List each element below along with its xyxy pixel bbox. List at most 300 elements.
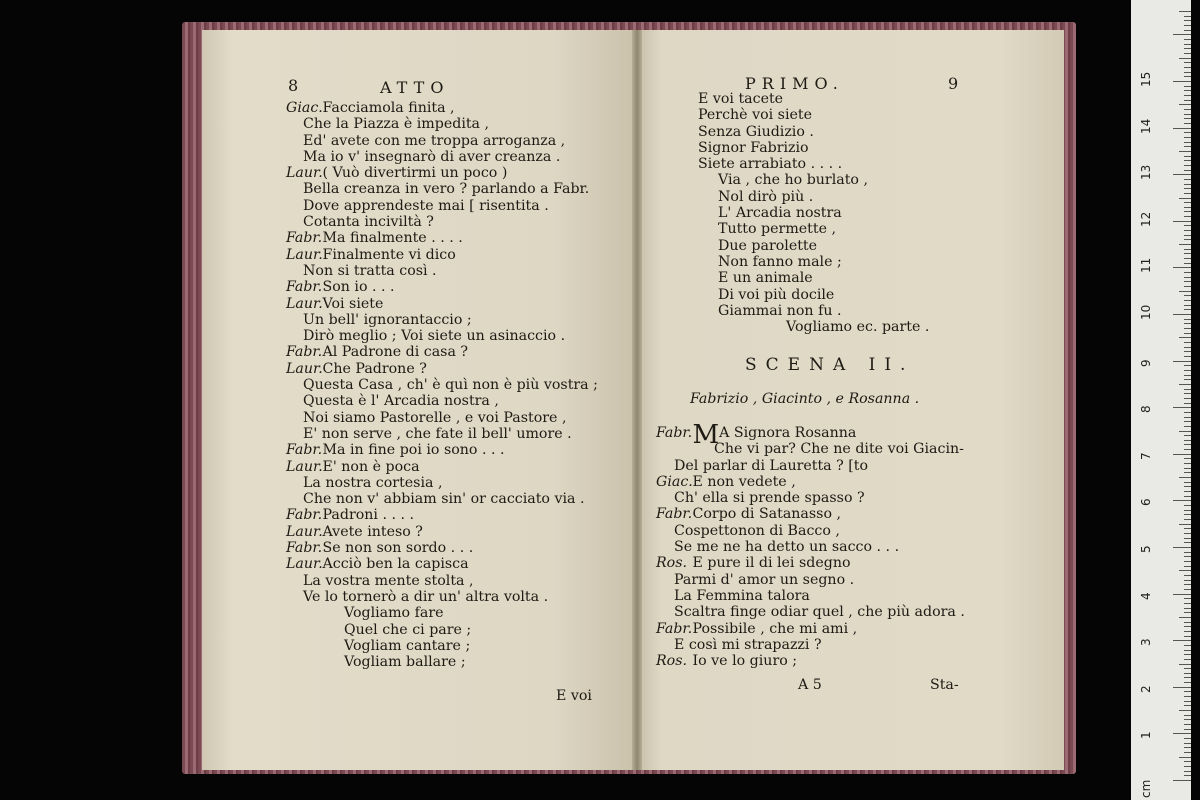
ruler-tick (1184, 496, 1191, 497)
line-text: Al Padrone di casa ? (322, 344, 469, 361)
ruler-tick (1184, 281, 1191, 282)
text-line (698, 287, 929, 303)
ruler-tick (1184, 398, 1191, 399)
ruler-tick (1184, 184, 1191, 185)
ruler-tick (1184, 67, 1191, 68)
ruler-tick (1184, 239, 1191, 240)
ruler-tick (1179, 198, 1191, 199)
ruler-tick (1184, 347, 1191, 348)
speaker-label: Fabr. (286, 279, 323, 296)
drop-capital: M (692, 420, 720, 450)
ruler-tick (1184, 519, 1191, 520)
line-text: E voi tacete (698, 91, 784, 107)
text-line (698, 270, 929, 286)
ruler-tick (1184, 472, 1191, 473)
speaker-label: Fabr. (656, 506, 693, 523)
line-text: E non vedete , (692, 473, 796, 490)
ruler-tick (1184, 90, 1191, 91)
text-line (286, 344, 598, 360)
line-text: Che la Piazza è impedita , (303, 116, 490, 133)
ruler-tick (1184, 440, 1191, 441)
speaker-label: Laur. (286, 523, 323, 540)
ruler-tick (1184, 393, 1191, 394)
right-page-number: 9 (948, 74, 959, 93)
ruler-tick (1184, 295, 1191, 296)
ruler-tick (1184, 16, 1191, 17)
ruler-tick (1184, 323, 1191, 324)
ruler-tick (1184, 654, 1191, 655)
line-text: Nol dirò più . (718, 188, 814, 205)
line-text: Un bell' ignorantaccio ; (303, 311, 472, 328)
speaker-label: Fabr. (286, 507, 323, 524)
ruler-tick (1184, 137, 1191, 138)
ruler-label: 6 (1139, 498, 1153, 507)
line-text: Che vi par? Che ne dite voi Giacin- (714, 441, 964, 458)
text-line (286, 605, 598, 621)
ruler-tick (1173, 547, 1191, 548)
left-running-header: ATTO (380, 78, 450, 97)
ruler-tick (1184, 631, 1191, 632)
line-text: Scaltra finge odiar quel , che più adora . (674, 604, 965, 621)
text-line (286, 491, 598, 507)
ruler-tick (1184, 528, 1191, 529)
ruler-tick (1184, 612, 1191, 613)
ruler-tick (1184, 705, 1191, 706)
ruler-tick (1184, 650, 1191, 651)
text-line (286, 556, 598, 572)
ruler-tick (1184, 193, 1191, 194)
ruler-tick (1184, 743, 1191, 744)
ruler-tick (1184, 514, 1191, 515)
text-line (286, 622, 598, 638)
text-line (286, 263, 598, 279)
ruler-label: 7 (1139, 452, 1153, 460)
text-line (286, 459, 598, 475)
ruler-tick (1184, 170, 1191, 171)
speaker-label: Giac. (286, 100, 323, 116)
ruler-tick (1179, 11, 1191, 12)
line-text: Son io . . . (322, 279, 395, 296)
line-text: Del parlar di Lauretta ? [to (674, 457, 869, 474)
ruler-tick (1179, 477, 1191, 478)
ruler-tick (1184, 272, 1191, 273)
line-text: Vogliamo fare (344, 605, 444, 622)
text-line (286, 133, 598, 149)
text-line (656, 637, 965, 653)
speaker-label: Laur. (286, 458, 323, 475)
text-line (286, 410, 598, 426)
speaker-label: Ros. (656, 555, 688, 572)
left-page-number: 8 (288, 76, 299, 95)
line-text: Giammai non fu . (718, 302, 842, 319)
ruler-tick (1173, 314, 1191, 315)
ruler-tick (1184, 458, 1191, 459)
ruler-tick (1184, 235, 1191, 236)
ruler-tick (1184, 575, 1191, 576)
ruler-label: 12 (1139, 211, 1153, 227)
ruler-tick (1184, 365, 1191, 366)
text-line (286, 361, 598, 377)
text-line (698, 172, 929, 188)
text-line (286, 230, 598, 246)
text-line (698, 156, 929, 172)
ruler-tick (1184, 444, 1191, 445)
speaker-label: Laur. (286, 360, 323, 377)
ruler-tick (1184, 738, 1191, 739)
line-text: La vostra mente stolta , (303, 572, 474, 589)
ruler-tick (1173, 687, 1191, 688)
ruler-tick (1184, 25, 1191, 26)
ruler-tick (1184, 677, 1191, 678)
line-text: Quel che ci pare ; (344, 621, 472, 638)
ruler-tick (1184, 277, 1191, 278)
text-line (286, 181, 598, 197)
ruler-tick (1184, 771, 1191, 772)
ruler-tick (1173, 733, 1191, 734)
ruler-tick (1184, 48, 1191, 49)
ruler-label: 11 (1139, 258, 1153, 274)
ruler-tick (1179, 384, 1191, 385)
ruler-label: 4 (1139, 591, 1153, 600)
text-line (286, 100, 598, 116)
ruler-tick (1184, 370, 1191, 371)
ruler-tick (1184, 636, 1191, 637)
ruler-tick (1184, 44, 1191, 45)
line-text: Ch' ella si prende spasso ? (674, 490, 865, 507)
line-text: Signor Fabrizio (698, 139, 809, 156)
ruler-tick (1184, 53, 1191, 54)
ruler-tick (1184, 449, 1191, 450)
ruler-tick (1184, 724, 1191, 725)
line-text: Questa è l' Arcadia nostra , (303, 393, 499, 410)
ruler-tick (1179, 431, 1191, 432)
line-text: Parmi d' amor un segno . (674, 571, 855, 588)
line-text: Se non son sordo . . . (322, 540, 474, 557)
ruler-tick (1184, 626, 1191, 627)
ruler-tick (1184, 114, 1191, 115)
text-line (656, 621, 965, 637)
text-line (286, 312, 598, 328)
ruler-tick (1184, 211, 1191, 212)
ruler-tick (1179, 664, 1191, 665)
text-line (656, 523, 965, 539)
ruler-tick (1184, 39, 1191, 40)
speaker-label: Laur. (286, 246, 323, 263)
ruler-tick (1173, 267, 1191, 268)
ruler-tick (1184, 775, 1191, 776)
text-line (286, 475, 598, 491)
text-line (286, 442, 598, 458)
speaker-label: Fabr. (286, 540, 323, 557)
ruler-tick (1184, 556, 1191, 557)
ruler-tick (1179, 244, 1191, 245)
line-text: Avete inteso ? (322, 523, 423, 540)
ruler-tick (1179, 757, 1191, 758)
ruler-tick (1184, 263, 1191, 264)
text-line (656, 588, 965, 604)
ruler-tick (1184, 603, 1191, 604)
ruler-tick (1184, 673, 1191, 674)
text-line (286, 507, 598, 523)
ruler-tick (1184, 389, 1191, 390)
ruler-tick (1184, 584, 1191, 585)
ruler-tick (1184, 375, 1191, 376)
line-text: Finalmente vi dico (322, 246, 456, 263)
ruler-tick (1184, 668, 1191, 669)
ruler-tick (1184, 342, 1191, 343)
text-line (286, 654, 598, 670)
ruler-tick (1173, 34, 1191, 35)
ruler-tick (1184, 766, 1191, 767)
line-text: Di voi più docile (718, 286, 835, 303)
ruler-tick (1184, 417, 1191, 418)
text-line (656, 555, 965, 571)
ruler-tick (1184, 645, 1191, 646)
line-text: Dirò meglio ; Voi siete un asinaccio . (303, 328, 566, 345)
text-line (698, 140, 929, 156)
ruler-tick (1184, 533, 1191, 534)
ruler-tick (1184, 100, 1191, 101)
ruler-tick (1184, 426, 1191, 427)
text-line (656, 604, 965, 620)
left-catchword: E voi (556, 688, 592, 704)
line-text: Acciò ben la capisca (322, 556, 469, 573)
ruler-tick (1184, 30, 1191, 31)
ruler-tick (1184, 682, 1191, 683)
line-text: A Signora Rosanna (719, 425, 857, 441)
ruler-tick (1184, 118, 1191, 119)
line-text: La Femmina talora (674, 587, 810, 604)
ruler-tick (1184, 589, 1191, 590)
ruler-tick (1184, 319, 1191, 320)
ruler-tick (1184, 435, 1191, 436)
line-text: Cospettonon di Bacco , (674, 522, 840, 539)
text-line (698, 91, 929, 107)
text-line (656, 458, 965, 474)
ruler-tick (1184, 486, 1191, 487)
text-line (286, 589, 598, 605)
ruler-tick (1173, 780, 1191, 781)
right-page-verse (698, 91, 929, 335)
speaker-label: Giac. (656, 473, 693, 490)
ruler-label: 5 (1139, 545, 1153, 553)
ruler-tick (1184, 761, 1191, 762)
ruler-tick (1173, 500, 1191, 501)
ruler-tick (1184, 86, 1191, 87)
ruler-tick (1184, 230, 1191, 231)
line-text: E pure il di lei sdegno (692, 555, 851, 572)
ruler-tick (1184, 286, 1191, 287)
ruler-tick (1184, 179, 1191, 180)
text-line (656, 474, 965, 490)
line-text: Bella creanza in vero ? parlando a Fabr. (303, 181, 590, 198)
ruler-tick (1179, 710, 1191, 711)
line-text: Padroni . . . . (322, 507, 415, 524)
ruler-tick (1184, 72, 1191, 73)
ruler-tick (1184, 715, 1191, 716)
line-text: Facciamola finita , (322, 100, 455, 116)
line-text: ( Vuò divertirmi un poco ) (322, 165, 508, 182)
ruler-tick (1184, 463, 1191, 464)
ruler-tick (1184, 20, 1191, 21)
right-catchword: Sta- (930, 677, 959, 693)
ruler-label: 9 (1139, 358, 1153, 367)
ruler-tick (1184, 109, 1191, 110)
ruler-label: 3 (1139, 638, 1153, 647)
ruler-tick (1184, 561, 1191, 562)
speaker-label: Ros. (656, 653, 688, 670)
ruler-label: 8 (1139, 405, 1153, 414)
text-line (698, 189, 929, 205)
text-line (698, 124, 929, 140)
ruler-tick (1184, 328, 1191, 329)
ruler-tick (1184, 729, 1191, 730)
ruler-label: 14 (1139, 118, 1153, 134)
ruler-tick (1173, 454, 1191, 455)
text-line (698, 319, 929, 335)
speaker-label: Laur. (286, 556, 323, 573)
ruler-tick (1184, 412, 1191, 413)
text-line (286, 638, 598, 654)
ruler-tick (1179, 570, 1191, 571)
text-line (286, 247, 598, 263)
text-line (286, 328, 598, 344)
measurement-ruler (1131, 0, 1191, 800)
ruler-tick (1184, 379, 1191, 380)
line-text: Ma io v' insegnarò di aver creanza . (303, 148, 561, 165)
text-line (286, 165, 598, 181)
ruler-tick (1184, 505, 1191, 506)
ruler-label: 10 (1139, 304, 1153, 320)
ruler-tick (1184, 701, 1191, 702)
ruler-tick (1184, 580, 1191, 581)
text-line (286, 377, 598, 393)
ruler-tick (1184, 608, 1191, 609)
ruler-label: 15 (1139, 71, 1153, 87)
line-text: Non fanno male ; (718, 253, 842, 270)
ruler-tick (1179, 291, 1191, 292)
ruler-tick (1184, 598, 1191, 599)
line-text: E' non è poca (322, 458, 420, 475)
ruler-tick (1179, 524, 1191, 525)
text-line (286, 279, 598, 295)
ruler-tick (1184, 309, 1191, 310)
line-text: Siete arrabiato . . . . (698, 156, 843, 173)
ruler-tick (1173, 128, 1191, 129)
ruler-tick (1184, 249, 1191, 250)
line-text: E un animale (718, 270, 813, 287)
line-text: Ve lo tornerò a dir un' altra volta . (303, 588, 549, 605)
ruler-tick (1184, 300, 1191, 301)
text-line (286, 393, 598, 409)
ruler-tick (1184, 351, 1191, 352)
text-line (286, 198, 598, 214)
ruler-tick (1173, 407, 1191, 408)
line-text: Voi siete (322, 295, 384, 312)
ruler-tick (1184, 142, 1191, 143)
ruler-tick (1184, 356, 1191, 357)
ruler-tick (1184, 132, 1191, 133)
text-line (698, 205, 929, 221)
text-line (286, 573, 598, 589)
ruler-tick (1184, 188, 1191, 189)
line-text: Corpo di Satanasso , (692, 506, 842, 523)
text-line (286, 296, 598, 312)
text-line (656, 653, 965, 669)
left-page-text (286, 100, 598, 670)
line-text: Che Padrone ? (322, 360, 427, 377)
ruler-tick (1184, 146, 1191, 147)
ruler-tick (1184, 491, 1191, 492)
line-text: Tutto permette , (718, 221, 836, 238)
speaker-label: Fabr. (286, 230, 323, 247)
line-text: Io ve lo giuro ; (692, 653, 798, 670)
right-page-dialogue (656, 420, 965, 670)
line-text: Se me ne ha detto un sacco . . . (674, 539, 900, 556)
line-text: Dove apprendeste mai [ risentita . (303, 197, 549, 214)
right-running-header: PRIMO. (745, 74, 844, 93)
ruler-tick (1184, 95, 1191, 96)
text-line (286, 524, 598, 540)
ruler-tick (1179, 58, 1191, 59)
text-line (698, 221, 929, 237)
ruler-tick (1184, 538, 1191, 539)
line-text: Non si tratta così . (303, 262, 437, 279)
ruler-tick (1173, 361, 1191, 362)
line-text: Vogliamo ec. parte . (786, 319, 930, 336)
ruler-tick (1184, 403, 1191, 404)
ruler-tick (1184, 552, 1191, 553)
line-text: L' Arcadia nostra (718, 205, 842, 222)
ruler-tick (1173, 174, 1191, 175)
ruler-tick (1184, 482, 1191, 483)
ruler-tick (1184, 752, 1191, 753)
ruler-tick (1184, 566, 1191, 567)
ruler-tick (1184, 216, 1191, 217)
text-line (286, 149, 598, 165)
ruler-tick (1184, 510, 1191, 511)
line-text: Questa Casa , ch' è quì non è più vostra ; (303, 377, 598, 394)
ruler-label: 2 (1139, 685, 1153, 693)
line-text: La nostra cortesia , (303, 474, 443, 491)
line-text: Vogliam ballare ; (344, 654, 466, 671)
text-line (656, 490, 965, 506)
line-text: Possibile , che mi ami , (692, 620, 858, 637)
ruler-tick (1184, 719, 1191, 720)
ruler-tick (1184, 696, 1191, 697)
speaker-label: Laur. (286, 295, 323, 312)
ruler-tick (1184, 747, 1191, 748)
ruler-tick (1184, 468, 1191, 469)
ruler-tick (1184, 421, 1191, 422)
line-text: Noi siamo Pastorelle , e voi Pastore , (303, 409, 567, 426)
ruler-label: 1 (1139, 731, 1153, 740)
ruler-tick (1173, 594, 1191, 595)
signature-mark: A 5 (798, 677, 822, 693)
line-text: Che non v' abbiam sin' or cacciato via . (303, 491, 585, 508)
line-text: E così mi strapazzi ? (674, 636, 822, 653)
text-line (698, 107, 929, 123)
speaker-label: Fabr. (656, 425, 693, 441)
ruler-tick (1184, 76, 1191, 77)
text-line (286, 116, 598, 132)
ruler-tick (1184, 165, 1191, 166)
text-line (286, 214, 598, 230)
ruler-tick (1184, 542, 1191, 543)
speaker-label: Laur. (286, 165, 323, 182)
speaker-label: Fabr. (286, 344, 323, 361)
text-line (656, 572, 965, 588)
